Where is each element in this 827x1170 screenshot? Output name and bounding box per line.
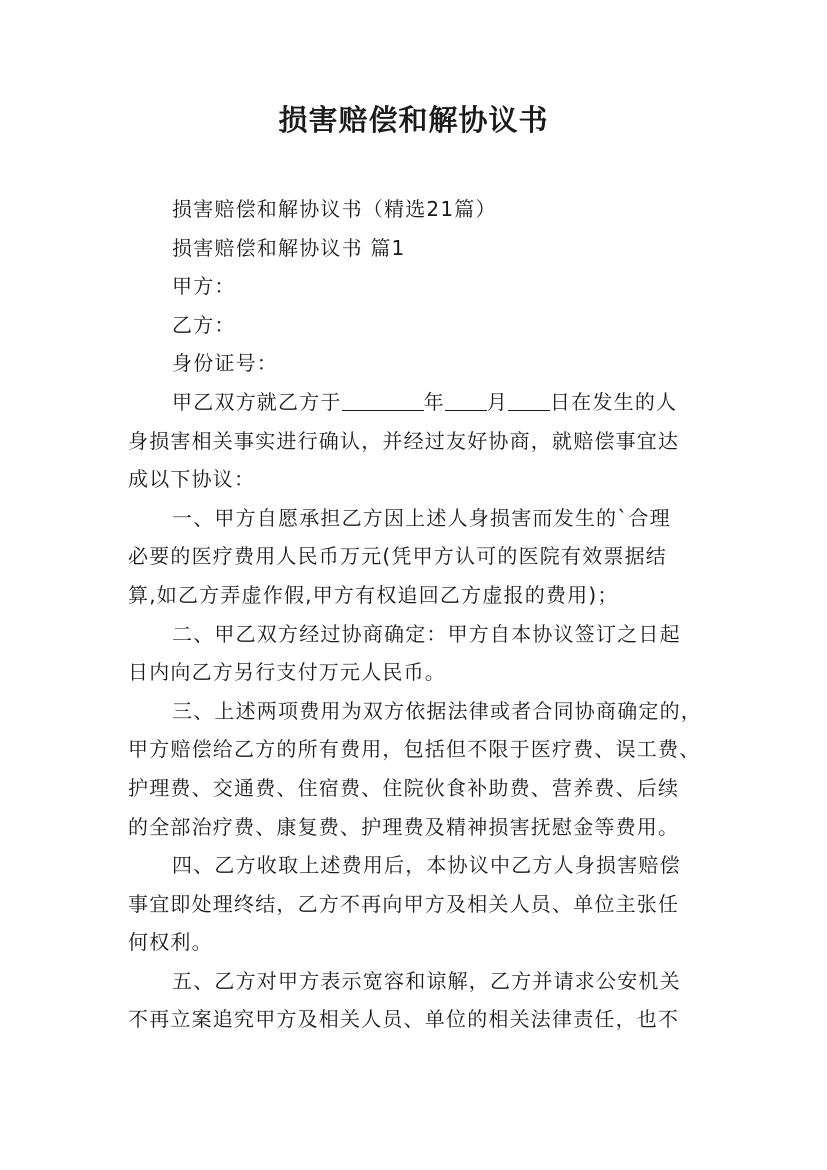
clause-4-line-3: 何权利。 xyxy=(128,930,213,955)
clause-1-line-2: 必要的医疗费用人民币万元(凭甲方认可的医院有效票据结 xyxy=(128,544,668,569)
agreement-intro-line-1 xyxy=(128,383,706,422)
party-b-line: 乙方： xyxy=(172,312,236,337)
intro-text-start: 甲乙双方就乙方于 xyxy=(172,389,342,414)
agreement-intro-line-3: 成以下协议： xyxy=(128,467,256,492)
clause-1-line-1: 一、甲方自愿承担乙方因上述人身损害而发生的`合理 xyxy=(172,505,671,530)
id-number-line: 身份证号： xyxy=(172,351,278,376)
clause-2-line-1: 二、甲乙双方经过协商确定：甲方自本协议签订之日起 xyxy=(172,621,681,646)
month-unit: 月 xyxy=(486,389,509,414)
clause-4-line-1: 四、乙方收取上述费用后，本协议中乙方人身损害赔偿 xyxy=(172,853,681,878)
clause-5-line-2: 不再立案追究甲方及相关人员、单位的相关法律责任，也不 xyxy=(128,1007,680,1032)
intro-text-end: 日在发生的人 xyxy=(550,389,678,414)
subtitle-line: 损害赔偿和解协议书（精选21篇） xyxy=(172,197,497,221)
clause-1-line-3: 算,如乙方弄虚作假,甲方有权追回乙方虚报的费用)； xyxy=(128,582,619,607)
year-blank xyxy=(342,390,424,411)
clause-3-line-4: 的全部治疗费、康复费、护理费及精神损害抚慰金等费用。 xyxy=(128,814,680,839)
clause-4-line-2: 事宜即处理终结，乙方不再向甲方及相关人员、单位主张任 xyxy=(128,891,680,916)
month-blank xyxy=(445,390,487,411)
document-title: 损害赔偿和解协议书 xyxy=(278,103,549,137)
section-heading: 损害赔偿和解协议书 篇1 xyxy=(172,235,406,260)
agreement-intro-line-2: 身损害相关事实进行确认，并经过友好协商，就赔偿事宜达 xyxy=(128,428,680,453)
clause-5-line-1: 五、乙方对甲方表示宽容和谅解，乙方并请求公安机关 xyxy=(172,968,681,993)
clause-3-line-2: 甲方赔偿给乙方的所有费用，包括但不限于医疗费、误工费、 xyxy=(128,737,701,762)
clause-3-line-3: 护理费、交通费、住宿费、住院伙食补助费、营养费、后续 xyxy=(128,775,680,800)
clause-2-line-2: 日内向乙方另行支付万元人民币。 xyxy=(128,660,446,685)
document-body xyxy=(128,190,706,1039)
year-unit: 年 xyxy=(423,389,445,414)
clause-3-line-1: 三、上述两项费用为双方依据法律或者合同协商确定的， xyxy=(172,698,702,723)
day-blank xyxy=(508,390,550,411)
party-a-line: 甲方： xyxy=(172,274,236,299)
